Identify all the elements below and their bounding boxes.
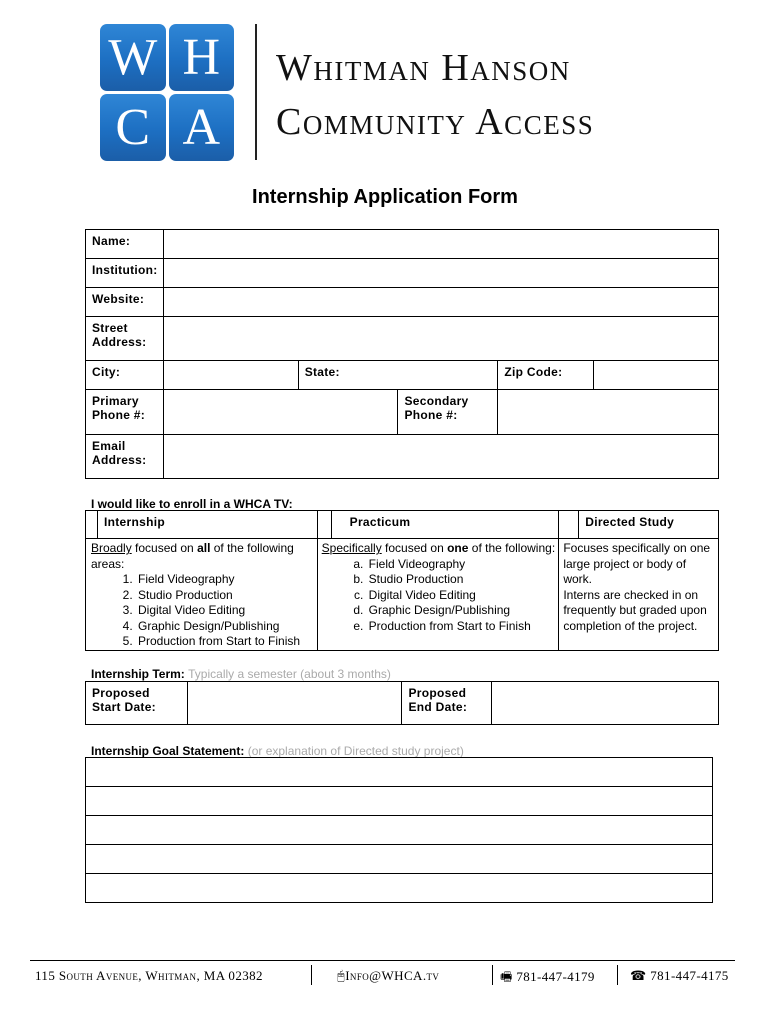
directed-study-option-label: Directed Study — [579, 511, 719, 539]
logo-divider — [255, 24, 257, 160]
footer-phone-text: 781-447-4175 — [650, 968, 729, 983]
goal-statement-heading — [91, 744, 464, 758]
practicum-lead-underline: Specifically — [321, 541, 382, 555]
city-label: City: — [86, 361, 164, 390]
internship-description — [86, 539, 318, 651]
footer-separator — [617, 965, 618, 985]
internship-lead-underline: Broadly — [91, 541, 132, 555]
footer-separator — [492, 965, 493, 985]
city-field[interactable] — [163, 361, 298, 390]
enroll-heading: I would like to enroll in a WHCA TV: — [91, 497, 293, 511]
zip-code-field[interactable] — [594, 361, 719, 390]
form-title: Internship Application Form — [252, 186, 518, 208]
list-item: 5. Production from Start to Finish — [136, 634, 317, 650]
name-field[interactable] — [163, 230, 718, 259]
list-item: c. Digital Video Editing — [367, 588, 559, 604]
list-item: d. Graphic Design/Publishing — [367, 603, 559, 619]
primary-phone-field[interactable] — [163, 390, 397, 435]
list-item: a. Field Videography — [367, 557, 559, 573]
proposed-end-date-field[interactable] — [492, 682, 719, 725]
footer-divider — [30, 960, 735, 961]
footer-email — [337, 968, 439, 984]
goal-statement-line-2[interactable] — [86, 787, 713, 816]
practicum-checkbox[interactable] — [317, 511, 331, 539]
list-item: 4. Graphic Design/Publishing — [136, 619, 317, 635]
list-item: 1. Field Videography — [136, 572, 317, 588]
list-item: e. Production from Start to Finish — [367, 619, 559, 635]
goal-statement-hint: (or explanation of Directed study project) — [247, 744, 464, 758]
website-label: Website: — [86, 288, 164, 317]
org-name-line2: Community Access — [276, 101, 595, 143]
footer-address: 115 South Avenue, Whitman, MA 02382 — [35, 968, 263, 983]
term-table — [85, 681, 719, 725]
footer-email-text: Info@WHCA.tv — [345, 968, 440, 983]
practicum-option-label: Practicum — [331, 511, 559, 539]
footer-phone — [630, 968, 729, 984]
street-address-label: Street Address: — [86, 317, 164, 361]
list-item: 2. Studio Production — [136, 588, 317, 604]
footer-separator — [311, 965, 312, 985]
proposed-start-date-label: Proposed Start Date: — [86, 682, 188, 725]
list-item: 3. Digital Video Editing — [136, 603, 317, 619]
practicum-lead-end: of the following: — [468, 541, 556, 555]
secondary-phone-field[interactable] — [498, 390, 719, 435]
goal-statement-line-3[interactable] — [86, 816, 713, 845]
institution-field[interactable] — [163, 259, 718, 288]
practicum-description — [317, 539, 559, 651]
institution-label: Institution: — [86, 259, 164, 288]
internship-areas-list — [91, 572, 317, 650]
state-label: State: — [298, 361, 498, 390]
practicum-lead-mid: focused on — [381, 541, 448, 555]
directed-study-description: Focuses specifically on one large project or body of work. Interns are checked in on frequently but graded upon completion of the project. — [559, 539, 719, 651]
goal-statement-line-4[interactable] — [86, 845, 713, 874]
practicum-lead-bold: one — [447, 541, 469, 555]
program-options-table — [85, 510, 719, 651]
logo-letter-c: C — [100, 94, 166, 161]
street-address-field[interactable] — [163, 317, 718, 361]
zip-code-label: Zip Code: — [498, 361, 594, 390]
whca-logo — [100, 24, 234, 161]
website-field[interactable] — [163, 288, 718, 317]
logo-letter-a: A — [169, 94, 235, 161]
proposed-start-date-field[interactable] — [187, 682, 402, 725]
contact-info-table — [85, 229, 719, 479]
goal-statement-line-1[interactable] — [86, 758, 713, 787]
email-address-field[interactable] — [163, 435, 718, 479]
practicum-areas-list — [322, 557, 559, 635]
internship-term-label: Internship Term: — [91, 667, 185, 681]
logo-letter-h: H — [169, 24, 235, 91]
proposed-end-date-label: Proposed End Date: — [402, 682, 492, 725]
internship-lead-mid: focused on — [131, 541, 198, 555]
goal-statement-line-5[interactable] — [86, 874, 713, 903]
name-label: Name: — [86, 230, 164, 259]
email-address-label: Email Address: — [86, 435, 164, 479]
goal-statement-table — [85, 757, 713, 903]
mouse-icon: 🖰 — [337, 968, 346, 983]
internship-option-label: Internship — [97, 511, 317, 539]
footer-fax — [500, 968, 595, 990]
primary-phone-label: Primary Phone #: — [86, 390, 164, 435]
org-name-line1: Whitman Hanson — [276, 47, 571, 89]
logo-letter-w: W — [100, 24, 166, 91]
internship-lead-bold: all — [197, 541, 211, 555]
internship-term-heading — [91, 667, 391, 681]
phone-icon: ☎ — [630, 968, 647, 983]
fax-icon: 🖷 — [500, 969, 513, 984]
footer-fax-text: 781-447-4179 — [516, 969, 595, 984]
internship-lead-end: of the following areas: — [91, 541, 294, 571]
goal-statement-label: Internship Goal Statement: — [91, 744, 245, 758]
directed-study-checkbox[interactable] — [559, 511, 579, 539]
internship-term-hint: Typically a semester (about 3 months) — [188, 667, 391, 681]
secondary-phone-label: Secondary Phone #: — [398, 390, 498, 435]
internship-checkbox[interactable] — [86, 511, 98, 539]
list-item: b. Studio Production — [367, 572, 559, 588]
